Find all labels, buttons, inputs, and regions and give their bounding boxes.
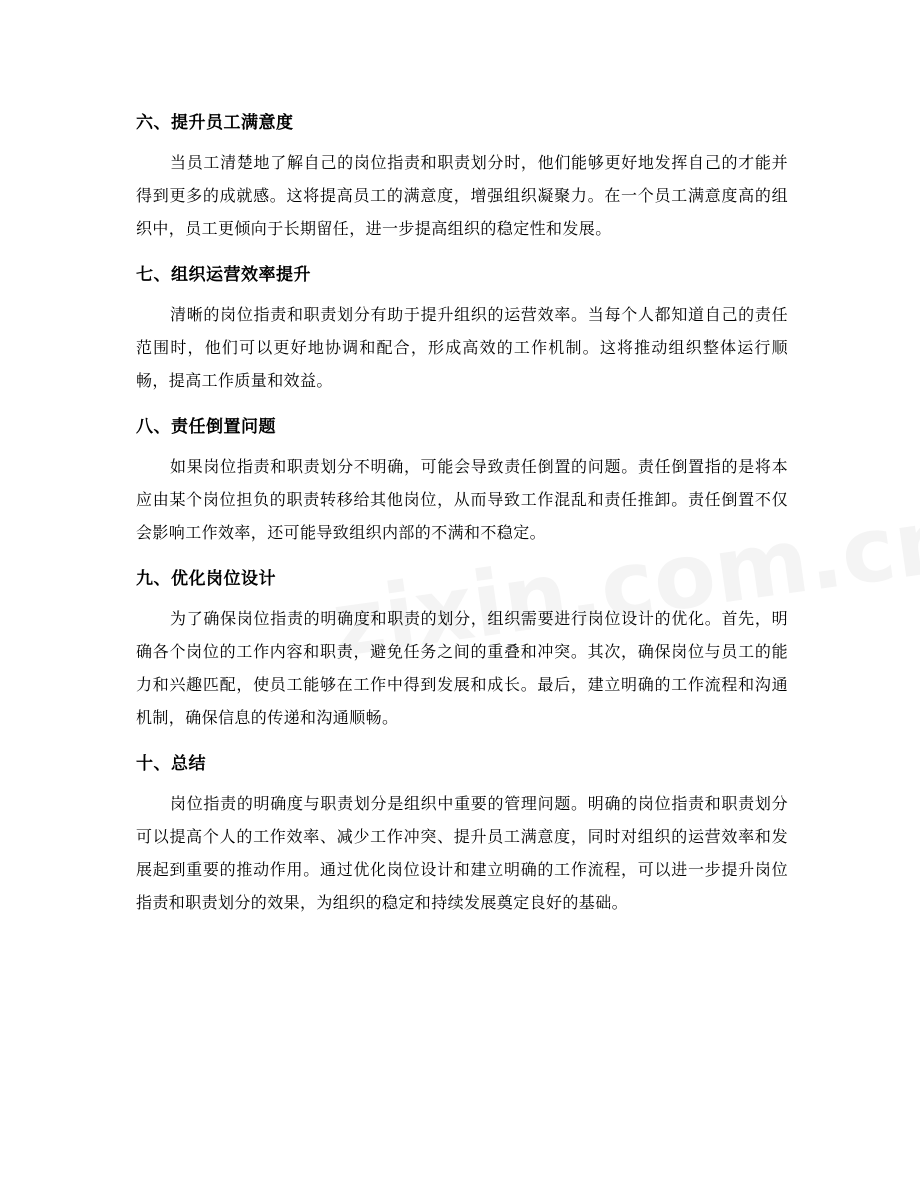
section-8 xyxy=(136,408,788,549)
section-heading: 七、组织运营效率提升 xyxy=(136,265,311,285)
section-paragraph: 为了确保岗位指责的明确度和职责的划分，组织需要进行岗位设计的优化。首先，明确各个岗位的工作内容和职责，避免任务之间的重叠和冲突。其次，确保岗位与员工的能力和兴趣匹配，使员工能够在工作中得到发展和成长。最后，建立明确的工作流程和沟通机制，确保信息的传递和沟通顺畅。 xyxy=(136,609,788,727)
section-6 xyxy=(136,104,788,245)
document-body xyxy=(136,104,788,930)
section-heading: 九、优化岗位设计 xyxy=(136,569,276,589)
section-paragraph: 岗位指责的明确度与职责划分是组织中重要的管理问题。明确的岗位指责和职责划分可以提高个人的工作效率、减少工作冲突、提升员工满意度，同时对组织的运营效率和发展起到重要的推动作用。通过优化岗位设计和建立明确的工作流程，可以进一步提升岗位指责和职责划分的效果，为组织的稳定和持续发展奠定良好的基础。 xyxy=(136,794,788,912)
section-heading: 八、责任倒置问题 xyxy=(136,417,276,437)
section-10 xyxy=(136,745,788,919)
section-paragraph: 当员工清楚地了解自己的岗位指责和职责划分时，他们能够更好地发挥自己的才能并得到更多的成就感。这将提高员工的满意度，增强组织凝聚力。在一个员工满意度高的组织中，员工更倾向于长期留任，进一步提高组织的稳定性和发展。 xyxy=(136,153,788,238)
section-9 xyxy=(136,560,788,734)
section-heading: 六、提升员工满意度 xyxy=(136,113,294,133)
section-paragraph: 清晰的岗位指责和职责划分有助于提升组织的运营效率。当每个人都知道自己的责任范围时，他们可以更好地协调和配合，形成高效的工作机制。这将推动组织整体运行顺畅，提高工作质量和效益。 xyxy=(136,305,788,390)
section-heading: 十、总结 xyxy=(136,754,206,774)
section-7 xyxy=(136,256,788,397)
section-paragraph: 如果岗位指责和职责划分不明确，可能会导致责任倒置的问题。责任倒置指的是将本应由某个岗位担负的职责转移给其他岗位，从而导致工作混乱和责任推卸。责任倒置不仅会影响工作效率，还可能导致组织内部的不满和不稳定。 xyxy=(136,457,788,542)
